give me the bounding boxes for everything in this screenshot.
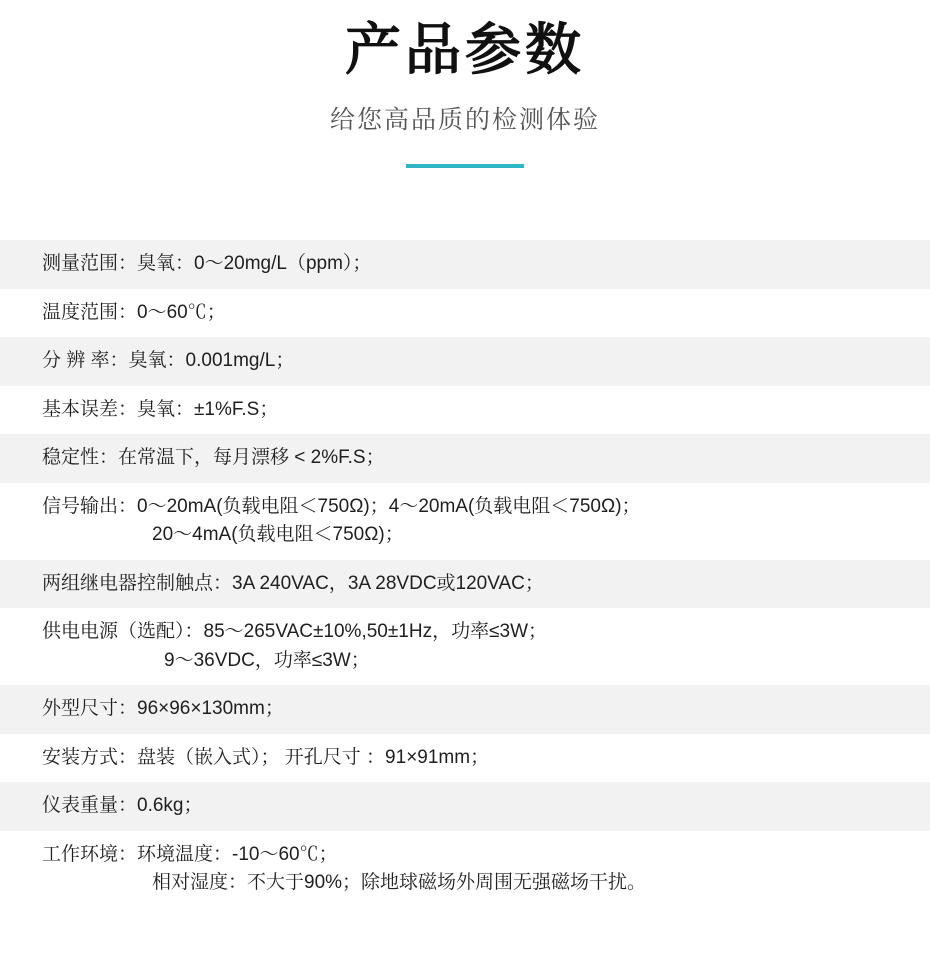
spec-row xyxy=(0,289,930,338)
spec-text: 仪表重量：0.6kg； xyxy=(42,795,203,817)
spec-row xyxy=(0,831,930,908)
spec-text-continued: 相对湿度：不大于90%；除地球磁场外周围无强磁场干扰。 xyxy=(152,872,647,894)
spec-text: 供电电源（选配）：85～265VAC±10%,50±1Hz，功率≤3W； xyxy=(42,621,548,643)
spec-text: 工作环境：环境温度：-10～60℃； xyxy=(42,843,338,865)
spec-text-continued: 20～4mA(负载电阻＜750Ω)； xyxy=(152,524,404,546)
spec-row xyxy=(0,608,930,685)
page-subtitle: 给您高品质的检测体验 xyxy=(329,106,600,135)
spec-row xyxy=(0,734,930,783)
spec-row xyxy=(0,434,930,483)
spec-text: 基本误差：臭氧：±1%F.S； xyxy=(42,398,279,420)
spec-row xyxy=(0,240,930,289)
spec-text: 测量范围：臭氧：0～20mg/L（ppm）； xyxy=(42,253,372,275)
title-divider xyxy=(406,164,524,168)
spec-row xyxy=(0,560,930,609)
spec-text: 分 辨 率：臭氧：0.001mg/L； xyxy=(42,350,295,372)
spec-row xyxy=(0,685,930,734)
spec-text: 外型尺寸：96×96×130mm； xyxy=(42,698,284,720)
spec-text: 信号输出：0～20mA(负载电阻＜750Ω)；4～20mA(负载电阻＜750Ω)； xyxy=(42,495,641,517)
spec-text: 两组继电器控制触点：3A 240VAC，3A 28VDC或120VAC； xyxy=(42,572,544,594)
spec-row xyxy=(0,337,930,386)
spec-text-continued: 9～36VDC，功率≤3W； xyxy=(164,649,370,671)
spec-text: 安装方式：盘装（嵌入式）； 开孔尺寸 ：91×91mm； xyxy=(42,746,490,768)
spec-row xyxy=(0,782,930,831)
spec-text: 温度范围：0～60℃； xyxy=(42,301,226,323)
spec-list xyxy=(0,240,930,908)
spec-row xyxy=(0,483,930,560)
spec-text: 稳定性：在常温下，每月漂移 < 2%F.S； xyxy=(42,447,385,469)
page-title: 产品参数 xyxy=(345,18,585,81)
spec-row xyxy=(0,386,930,435)
page-header xyxy=(0,0,930,168)
